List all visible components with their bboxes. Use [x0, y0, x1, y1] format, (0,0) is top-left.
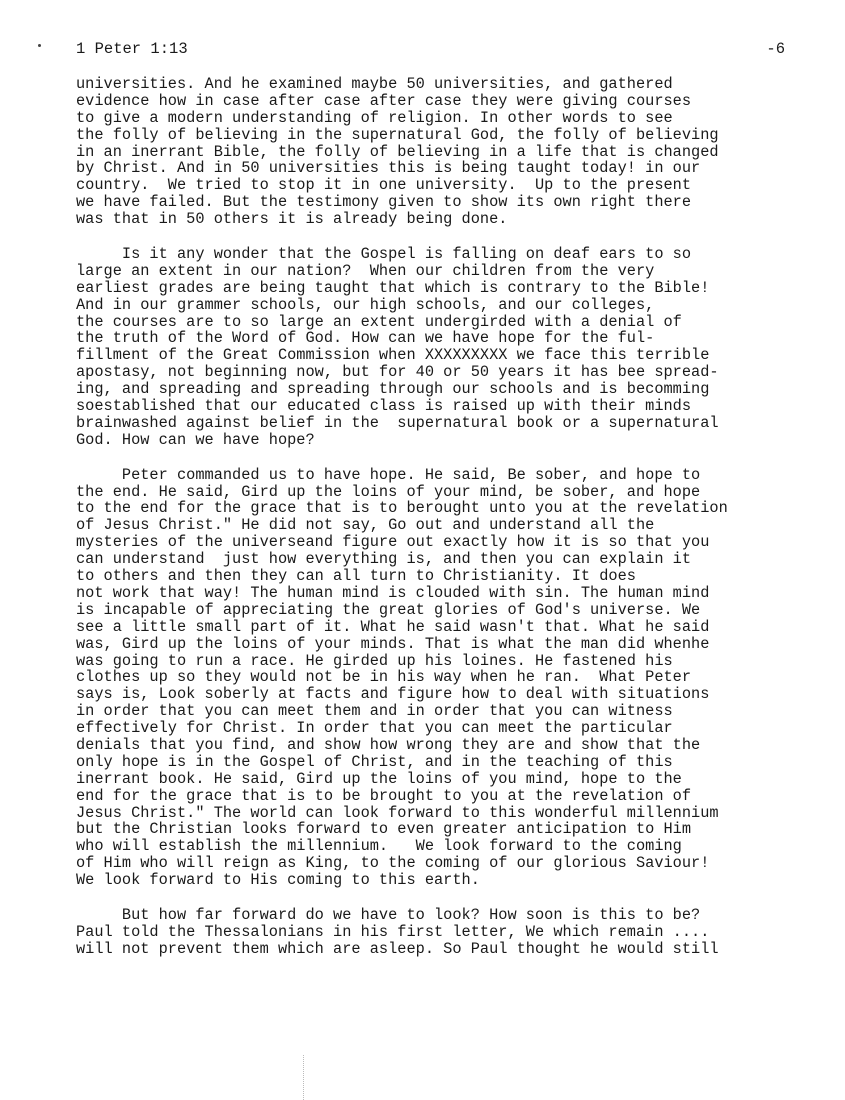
text-line: who will establish the millennium. We look forward to the coming [76, 837, 682, 856]
text-line: end for the grace that is to be brought to you at the revelation of [76, 786, 692, 805]
text-line: to the end for the grace that is to berought unto you at the revelation [76, 499, 728, 518]
text-line: And in our grammer schools, our high schools, and our colleges, [76, 295, 655, 314]
stray-ink-mark [38, 44, 41, 47]
text-line: brainwashed against belief in the supernatural book or a supernatural [76, 413, 719, 432]
text-line: mysteries of the universeand figure out exactly how it is so that you [76, 533, 710, 552]
text-line: effectively for Christ. In order that you can meet the particular [76, 719, 673, 738]
text-line: we have failed. But the testimony given to show its own right there [76, 193, 692, 212]
text-line: inerrant book. He said, Gird up the loins of you mind, hope to the [76, 769, 682, 788]
text-line: earliest grades are being taught that which is contrary to the Bible! [76, 278, 710, 297]
text-line: Jesus Christ." The world can look forward to this wonderful millennium [76, 803, 719, 822]
text-line: Paul told the Thessalonians in his first letter, We which remain .... [76, 922, 710, 941]
paragraph [76, 246, 796, 449]
text-line: large an extent in our nation? When our children from the very [76, 261, 655, 280]
text-line: in order that you can meet them and in order that you can witness [76, 702, 673, 721]
text-line: will not prevent them which are asleep. So Paul thought he would still [76, 939, 719, 958]
text-line: was that in 50 others it is already being done. [76, 210, 508, 229]
text-line: but the Christian looks forward to even greater anticipation to Him [76, 820, 692, 839]
text-line: was, Gird up the loins of your minds. That is what the man did whenhe [76, 634, 710, 653]
text-line: the end. He said, Gird up the loins of your mind, be sober, and hope [76, 482, 701, 501]
text-line: says is, Look soberly at facts and figure how to deal with situations [76, 685, 710, 704]
text-line: the folly of believing in the supernatural God, the folly of believing [76, 125, 719, 144]
text-line: in an inerrant Bible, the folly of believing in a life that is changed [76, 142, 719, 161]
text-line: is incapable of appreciating the great glories of God's universe. We [76, 600, 701, 619]
text-line: evidence how in case after case after case they were giving courses [76, 91, 692, 110]
document-body [76, 76, 796, 976]
text-line: But how far forward do we have to look? How soon is this to be? [76, 905, 701, 924]
text-line: fillment of the Great Commission when XXXXXXXXX we face this terrible [76, 346, 710, 365]
text-line: apostasy, not beginning now, but for 40 or 50 years it has bee spread- [76, 363, 719, 382]
text-line: the truth of the Word of God. How can we have hope for the ful- [76, 329, 655, 348]
text-line: universities. And he examined maybe 50 universities, and gathered [76, 75, 673, 93]
text-line: soestablished that our educated class is raised up with their minds [76, 397, 692, 416]
text-line: only hope is in the Gospel of Christ, and in the teaching of this [76, 752, 673, 771]
scan-artifact [303, 1055, 305, 1100]
text-line: Peter commanded us to have hope. He said, Be sober, and hope to [76, 465, 701, 484]
text-line: of Him who will reign as King, to the coming of our glorious Saviour! [76, 854, 710, 873]
text-line: see a little small part of it. What he said wasn't that. What he said [76, 617, 710, 636]
text-line: not work that way! The human mind is clouded with sin. The human mind [76, 583, 710, 602]
paragraph [76, 467, 796, 889]
paragraph [76, 76, 796, 228]
text-line: by Christ. And in 50 universities this is being taught today! in our [76, 159, 701, 178]
text-line: the courses are to so large an extent undergirded with a denial of [76, 312, 682, 331]
text-line: ing, and spreading and spreading through our schools and is becomming [76, 380, 710, 399]
text-line: Is it any wonder that the Gospel is falling on deaf ears to so [76, 245, 692, 264]
text-line: to give a modern understanding of religion. In other words to see [76, 108, 673, 127]
text-line: God. How can we have hope? [76, 430, 315, 449]
text-line: clothes up so they would not be in his way when he ran. What Peter [76, 668, 692, 687]
paragraph [76, 907, 796, 958]
header-title: 1 Peter 1:13 [76, 40, 188, 58]
text-line: country. We tried to stop it in one university. Up to the present [76, 176, 692, 195]
page-number: -6 [766, 40, 785, 58]
text-line: to others and then they can all turn to Christianity. It does [76, 567, 636, 586]
text-line: We look forward to His coming to this earth. [76, 871, 480, 890]
text-line: was going to run a race. He girded up his loines. He fastened his [76, 651, 673, 670]
text-line: of Jesus Christ." He did not say, Go out and understand all the [76, 516, 655, 535]
text-line: denials that you find, and show how wrong they are and show that the [76, 735, 701, 754]
page-header [76, 40, 785, 60]
text-line: can understand just how everything is, and then you can explain it [76, 550, 692, 569]
